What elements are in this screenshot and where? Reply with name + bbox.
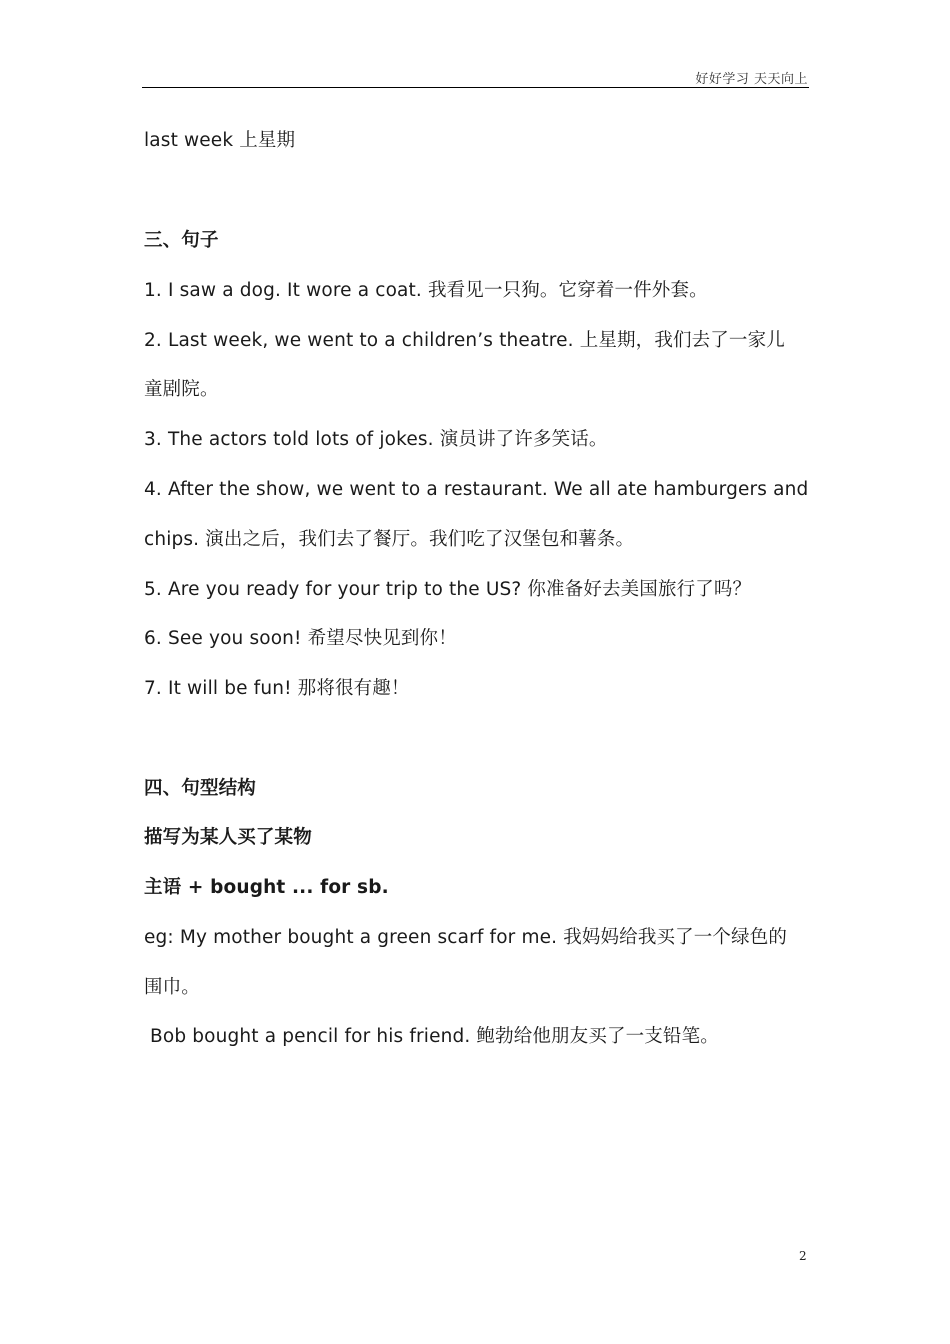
header-divider [142,87,809,88]
sentence-line: 6. See you soon! 希望尽快见到你！ [144,628,457,649]
structure-pattern: 主语 + bought ... for sb. [144,877,389,898]
vocab-item-last-week: last week 上星期 [144,130,296,151]
sentence-line: 童剧院。 [144,379,219,400]
sentence-line: 2. Last week, we went to a children’s theatre. 上星期，我们去了一家儿 [144,330,785,351]
example-line: eg: My mother bought a green scarf for me. 我妈妈给我买了一个绿色的 [144,927,788,948]
sentence-line: 3. The actors told lots of jokes. 演员讲了许多笑话。 [144,429,608,450]
sentence-line: 1. I saw a dog. It wore a coat. 我看见一只狗。它穿着一件外套。 [144,280,708,301]
page-header-motto: 好好学习 天天向上 [695,72,808,87]
sentence-line: 5. Are you ready for your trip to the US? 你准备好去美国旅行了吗？ [144,579,752,600]
section-title-sentences: 三、句子 [144,230,219,251]
sentence-line: chips. 演出之后，我们去了餐厅。我们吃了汉堡包和薯条。 [144,529,635,550]
structure-subtitle: 描写为某人买了某物 [144,827,312,848]
sentence-line: 7. It will be fun! 那将很有趣！ [144,678,410,699]
page-number: 2 [799,1249,807,1263]
example-line: Bob bought a pencil for his friend. 鲍勃给他朋友买了一支铅笔。 [144,1026,719,1047]
section-title-sentence-structure: 四、句型结构 [144,778,256,799]
sentence-line: 4. After the show, we went to a restaurant. We all ate hamburgers and [144,479,809,500]
example-line: 围巾。 [144,977,200,998]
